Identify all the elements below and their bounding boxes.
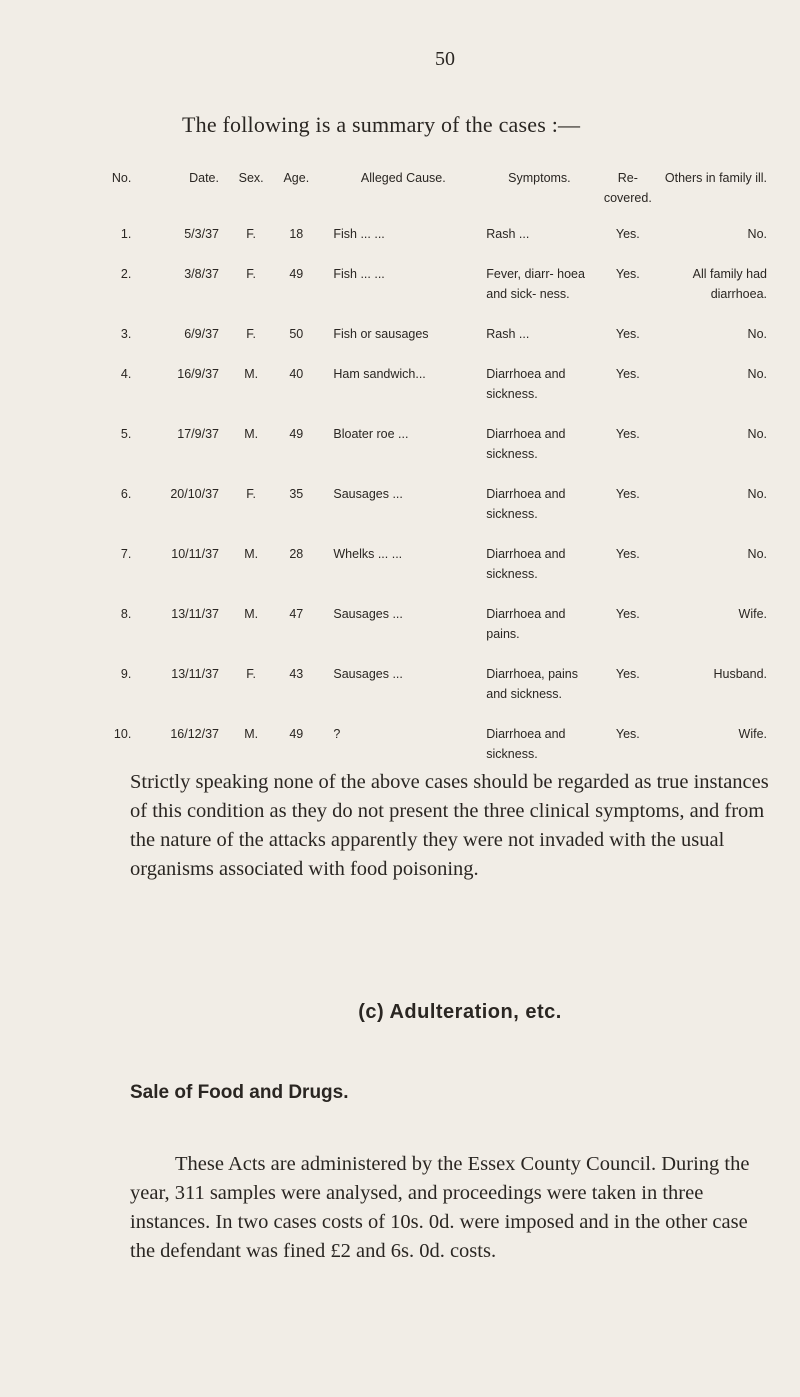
table-row: [96, 484, 770, 544]
case-date: 16/9/37: [177, 367, 219, 381]
case-no: 1.: [120, 227, 132, 241]
case-recovered: Yes.: [615, 547, 640, 561]
case-cause: Fish or sausages: [333, 327, 429, 341]
table-intro: The following is a summary of the cases :—: [182, 112, 581, 137]
table-row: [96, 544, 770, 604]
header-date: Date.: [189, 171, 219, 185]
case-sex: F.: [246, 327, 256, 341]
case-recovered: Yes.: [615, 367, 640, 381]
table-row: [96, 264, 770, 324]
table-body: [96, 224, 770, 784]
case-date: 10/11/37: [171, 547, 219, 561]
case-no: 8.: [120, 607, 132, 621]
case-cause: Bloater roe ...: [333, 427, 409, 441]
case-date: 13/11/37: [171, 667, 219, 681]
subheading-sale-of-food: Sale of Food and Drugs.: [130, 1082, 349, 1103]
case-others-ill: No.: [747, 547, 767, 561]
case-symptoms: Diarrhoea and sickness.: [486, 427, 566, 461]
case-recovered: Yes.: [615, 727, 640, 741]
summary-paragraph: Strictly speaking none of the above cases should be regarded as true instances of this condition as they do not present the three clinical symptoms, and from the nature of the attacks apparently they were not invaded with the usual organisms associated with food poisoning.: [130, 771, 769, 880]
case-symptoms: Rash ...: [486, 227, 530, 241]
table-row: [96, 424, 770, 484]
case-cause: Whelks ... ...: [333, 547, 403, 561]
case-symptoms: Rash ...: [486, 327, 530, 341]
case-others-ill: No.: [747, 487, 767, 501]
case-age: 49: [289, 267, 304, 281]
case-symptoms: Diarrhoea and sickness.: [486, 487, 566, 521]
case-age: 47: [289, 607, 304, 621]
case-age: 43: [289, 667, 304, 681]
header-no: No.: [111, 171, 132, 185]
case-no: 4.: [120, 367, 132, 381]
case-age: 40: [289, 367, 304, 381]
case-age: 18: [289, 227, 304, 241]
case-others-ill: Wife.: [738, 607, 767, 621]
case-symptoms: Diarrhoea and pains.: [486, 607, 566, 641]
case-sex: F.: [246, 667, 256, 681]
case-cause: Sausages ...: [333, 487, 403, 501]
case-sex: M.: [244, 547, 259, 561]
header-sex: Sex.: [238, 171, 264, 185]
case-no: 3.: [120, 327, 132, 341]
table-header-row: [96, 168, 770, 224]
case-sex: F.: [246, 487, 256, 501]
case-others-ill: Wife.: [738, 727, 767, 741]
section-heading-adulteration: (c) Adulteration, etc.: [358, 1001, 562, 1023]
case-sex: M.: [244, 367, 259, 381]
header-recovered: Re- covered.: [603, 171, 652, 205]
case-no: 9.: [120, 667, 132, 681]
page-number: 50: [435, 48, 455, 70]
case-sex: F.: [246, 267, 256, 281]
case-recovered: Yes.: [615, 667, 640, 681]
table-row: [96, 324, 770, 364]
case-age: 28: [289, 547, 304, 561]
case-sex: M.: [244, 727, 259, 741]
case-others-ill: No.: [747, 427, 767, 441]
case-date: 6/9/37: [184, 327, 219, 341]
case-others-ill: No.: [747, 367, 767, 381]
case-age: 49: [289, 427, 304, 441]
case-symptoms: Diarrhoea and sickness.: [486, 367, 566, 401]
case-recovered: Yes.: [615, 267, 640, 281]
case-no: 2.: [120, 267, 132, 281]
case-others-ill: Husband.: [713, 667, 767, 681]
case-recovered: Yes.: [615, 327, 640, 341]
header-others-ill: Others in family ill.: [664, 171, 767, 185]
case-symptoms: Diarrhoea, pains and sickness.: [486, 667, 578, 701]
case-no: 5.: [120, 427, 132, 441]
table-row: [96, 604, 770, 664]
table-row: [96, 224, 770, 264]
case-no: 7.: [120, 547, 132, 561]
table-row: [96, 664, 770, 724]
case-date: 13/11/37: [171, 607, 219, 621]
case-recovered: Yes.: [615, 487, 640, 501]
case-no: 10.: [113, 727, 132, 741]
header-alleged-cause: Alleged Cause.: [360, 171, 446, 185]
sale-paragraph: These Acts are administered by the Essex County Council. During the year, 311 samples were analysed, and proceedings were taken in three instances. In two cases costs of 10s. 0d. were imposed and in the other case the defendant was fined £2 and 6s. 0d. costs.: [130, 1153, 750, 1262]
case-cause: ?: [333, 727, 341, 741]
case-others-ill: All family had diarrhoea.: [692, 267, 767, 301]
header-symptoms: Symptoms.: [508, 171, 571, 185]
case-date: 3/8/37: [184, 267, 219, 281]
case-cause: Sausages ...: [333, 607, 403, 621]
header-age: Age.: [283, 171, 310, 185]
case-age: 35: [289, 487, 304, 501]
case-cause: Fish ... ...: [333, 227, 385, 241]
case-symptoms: Diarrhoea and sickness.: [486, 727, 566, 761]
case-cause: Ham sandwich...: [333, 367, 426, 381]
case-sex: M.: [244, 427, 259, 441]
case-cause: Fish ... ...: [333, 267, 385, 281]
case-age: 50: [289, 327, 304, 341]
case-others-ill: No.: [747, 327, 767, 341]
case-symptoms: Diarrhoea and sickness.: [486, 547, 566, 581]
table-row: [96, 364, 770, 424]
case-age: 49: [289, 727, 304, 741]
case-others-ill: No.: [747, 227, 767, 241]
case-date: 16/12/37: [170, 727, 219, 741]
case-sex: F.: [246, 227, 256, 241]
cases-table: [96, 168, 770, 784]
case-date: 5/3/37: [184, 227, 219, 241]
case-recovered: Yes.: [615, 427, 640, 441]
case-recovered: Yes.: [615, 227, 640, 241]
case-no: 6.: [120, 487, 132, 501]
case-symptoms: Fever, diarr- hoea and sick- ness.: [486, 267, 585, 301]
case-date: 20/10/37: [170, 487, 219, 501]
case-date: 17/9/37: [177, 427, 219, 441]
case-sex: M.: [244, 607, 259, 621]
case-recovered: Yes.: [615, 607, 640, 621]
case-cause: Sausages ...: [333, 667, 403, 681]
